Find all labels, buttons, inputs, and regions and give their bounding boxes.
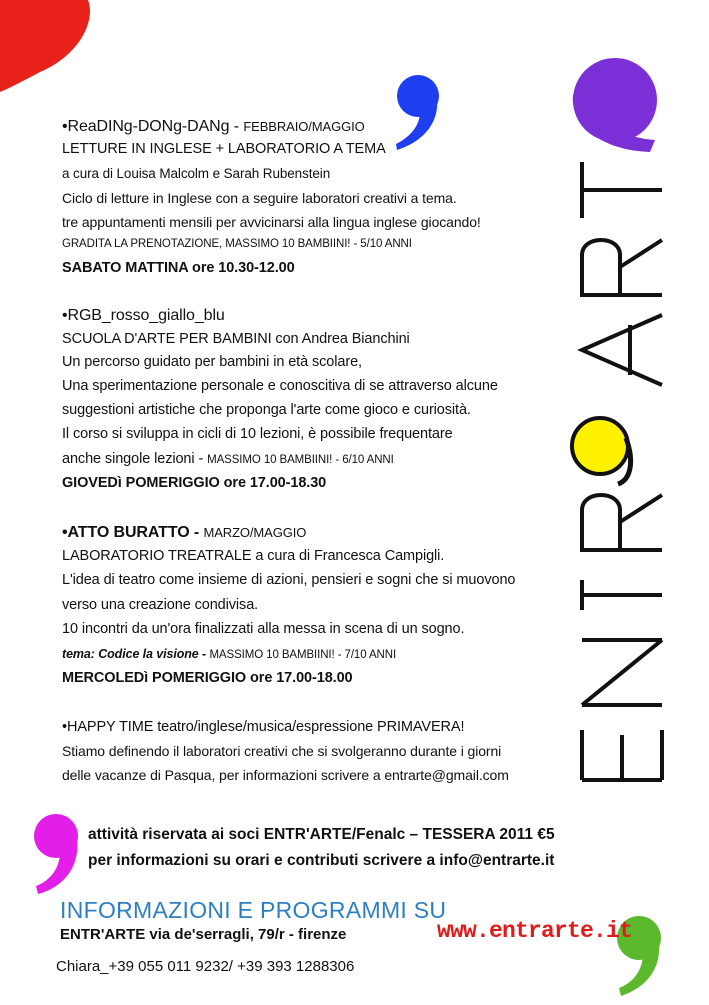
website-link[interactable]: www.entrarte.it: [437, 918, 633, 944]
s1-line-3: Ciclo di letture in Inglese con a seguire laboratori creativi a tema.: [62, 190, 457, 206]
brand-letter-r: [582, 495, 662, 550]
s2-line-6: [62, 450, 394, 469]
s2-line-6-text: anche singole lezioni -: [62, 451, 208, 467]
brand-letter-t: [582, 580, 662, 610]
s2-when: GIOVEDì POMERIGGIO ore 17.00-18.30: [62, 475, 327, 491]
s1-line-5: GRADITA LA PRENOTAZIONE, MASSIMO 10 BAMBIINI! - 5/10 ANNI: [62, 238, 412, 250]
s1-line-1: LETTURE IN INGLESE + LABORATORIO A TEMA: [62, 141, 386, 157]
s3-limit: MASSIMO 10 BAMBIINI! - 7/10 ANNI: [209, 649, 397, 661]
magenta-comma-icon: [30, 810, 85, 895]
brand-logo: [562, 160, 672, 795]
info-notice: per informazioni su orari e contributi scrivere a info@entrarte.it: [88, 852, 555, 869]
brand-letter-a: [582, 315, 662, 385]
section-happy-time-title: •HAPPY TIME teatro/inglese/musica/espressione PRIMAVERA!: [62, 719, 465, 735]
blue-comma-icon: [392, 72, 442, 152]
brand-letter-t2: [582, 162, 662, 218]
section-months: FEBBRAIO/MAGGIO: [243, 119, 365, 134]
red-comma-icon: [0, 0, 120, 100]
s4-line-1: Stiamo definendo il laboratori creativi che si svolgeranno durante i giorni: [62, 743, 502, 759]
brand-letters-svg: [562, 160, 672, 795]
address: ENTR'ARTE via de'serragli, 79/r - firenze: [60, 926, 347, 943]
s2-line-1: SCUOLA D'ARTE PER BAMBINI con Andrea Bianchini: [62, 331, 410, 347]
s2-line-5: Il corso si sviluppa in cicli di 10 lezioni, è possibile frequentare: [62, 426, 453, 442]
section-months: MARZO/MAGGIO: [203, 525, 307, 540]
section-title-text: •ATTO BURATTO -: [62, 524, 204, 541]
section-title-text: •ReaDINg-DONg-DANg -: [62, 118, 244, 135]
phone-contact: Chiara_+39 055 011 9232/ +39 393 1288306: [56, 958, 355, 975]
brand-letter-r2: [582, 240, 662, 295]
brand-letter-e: [582, 730, 662, 780]
s2-line-6-limit: MASSIMO 10 BAMBIINI! - 6/10 ANNI: [207, 454, 394, 466]
s2-line-2: Un percorso guidato per bambini in età scolare,: [62, 354, 362, 370]
s3-line-5: [62, 645, 396, 664]
brand-letter-n: [582, 640, 662, 705]
section-rgb-title: •RGB_rosso_giallo_blu: [62, 307, 225, 324]
s1-when: SABATO MATTINA ore 10.30-12.00: [62, 260, 295, 276]
s3-line-2: L'idea di teatro come insieme di azioni, pensieri e sogni che si muovono: [62, 572, 516, 588]
s3-line-3: verso una creazione condivisa.: [62, 597, 259, 613]
membership-notice: attività riservata ai soci ENTR'ARTE/Fenalc – TESSERA 2011 €5: [88, 826, 555, 843]
section-atto-buratto-title: [62, 524, 306, 542]
s4-line-2: delle vacanze di Pasqua, per informazioni scrivere a entrarte@gmail.com: [62, 767, 509, 783]
s1-line-2: a cura di Louisa Malcolm e Sarah Rubenstein: [62, 166, 331, 181]
s2-line-3: Una sperimentazione personale e conoscitiva di se attraverso alcune: [62, 378, 498, 394]
info-headline: INFORMAZIONI E PROGRAMMI SU: [60, 897, 447, 923]
s3-line-4: 10 incontri da un'ora finalizzati alla messa in scena di un sogno.: [62, 621, 465, 637]
s2-line-4: suggestioni artistiche che proponga l'arte come gioco e curiosità.: [62, 402, 471, 418]
s1-line-4: tre appuntamenti mensili per avvicinarsi alla lingua inglese giocando!: [62, 214, 481, 230]
s3-theme: tema: Codice la visione -: [62, 647, 210, 661]
purple-comma-icon: [555, 50, 670, 155]
s3-when: MERCOLEDì POMERIGGIO ore 17.00-18.00: [62, 670, 353, 686]
s3-line-1: LABORATORIO TREATRALE a cura di Francesca Campigli.: [62, 548, 445, 564]
section-readingdongdang-title: [62, 118, 365, 136]
